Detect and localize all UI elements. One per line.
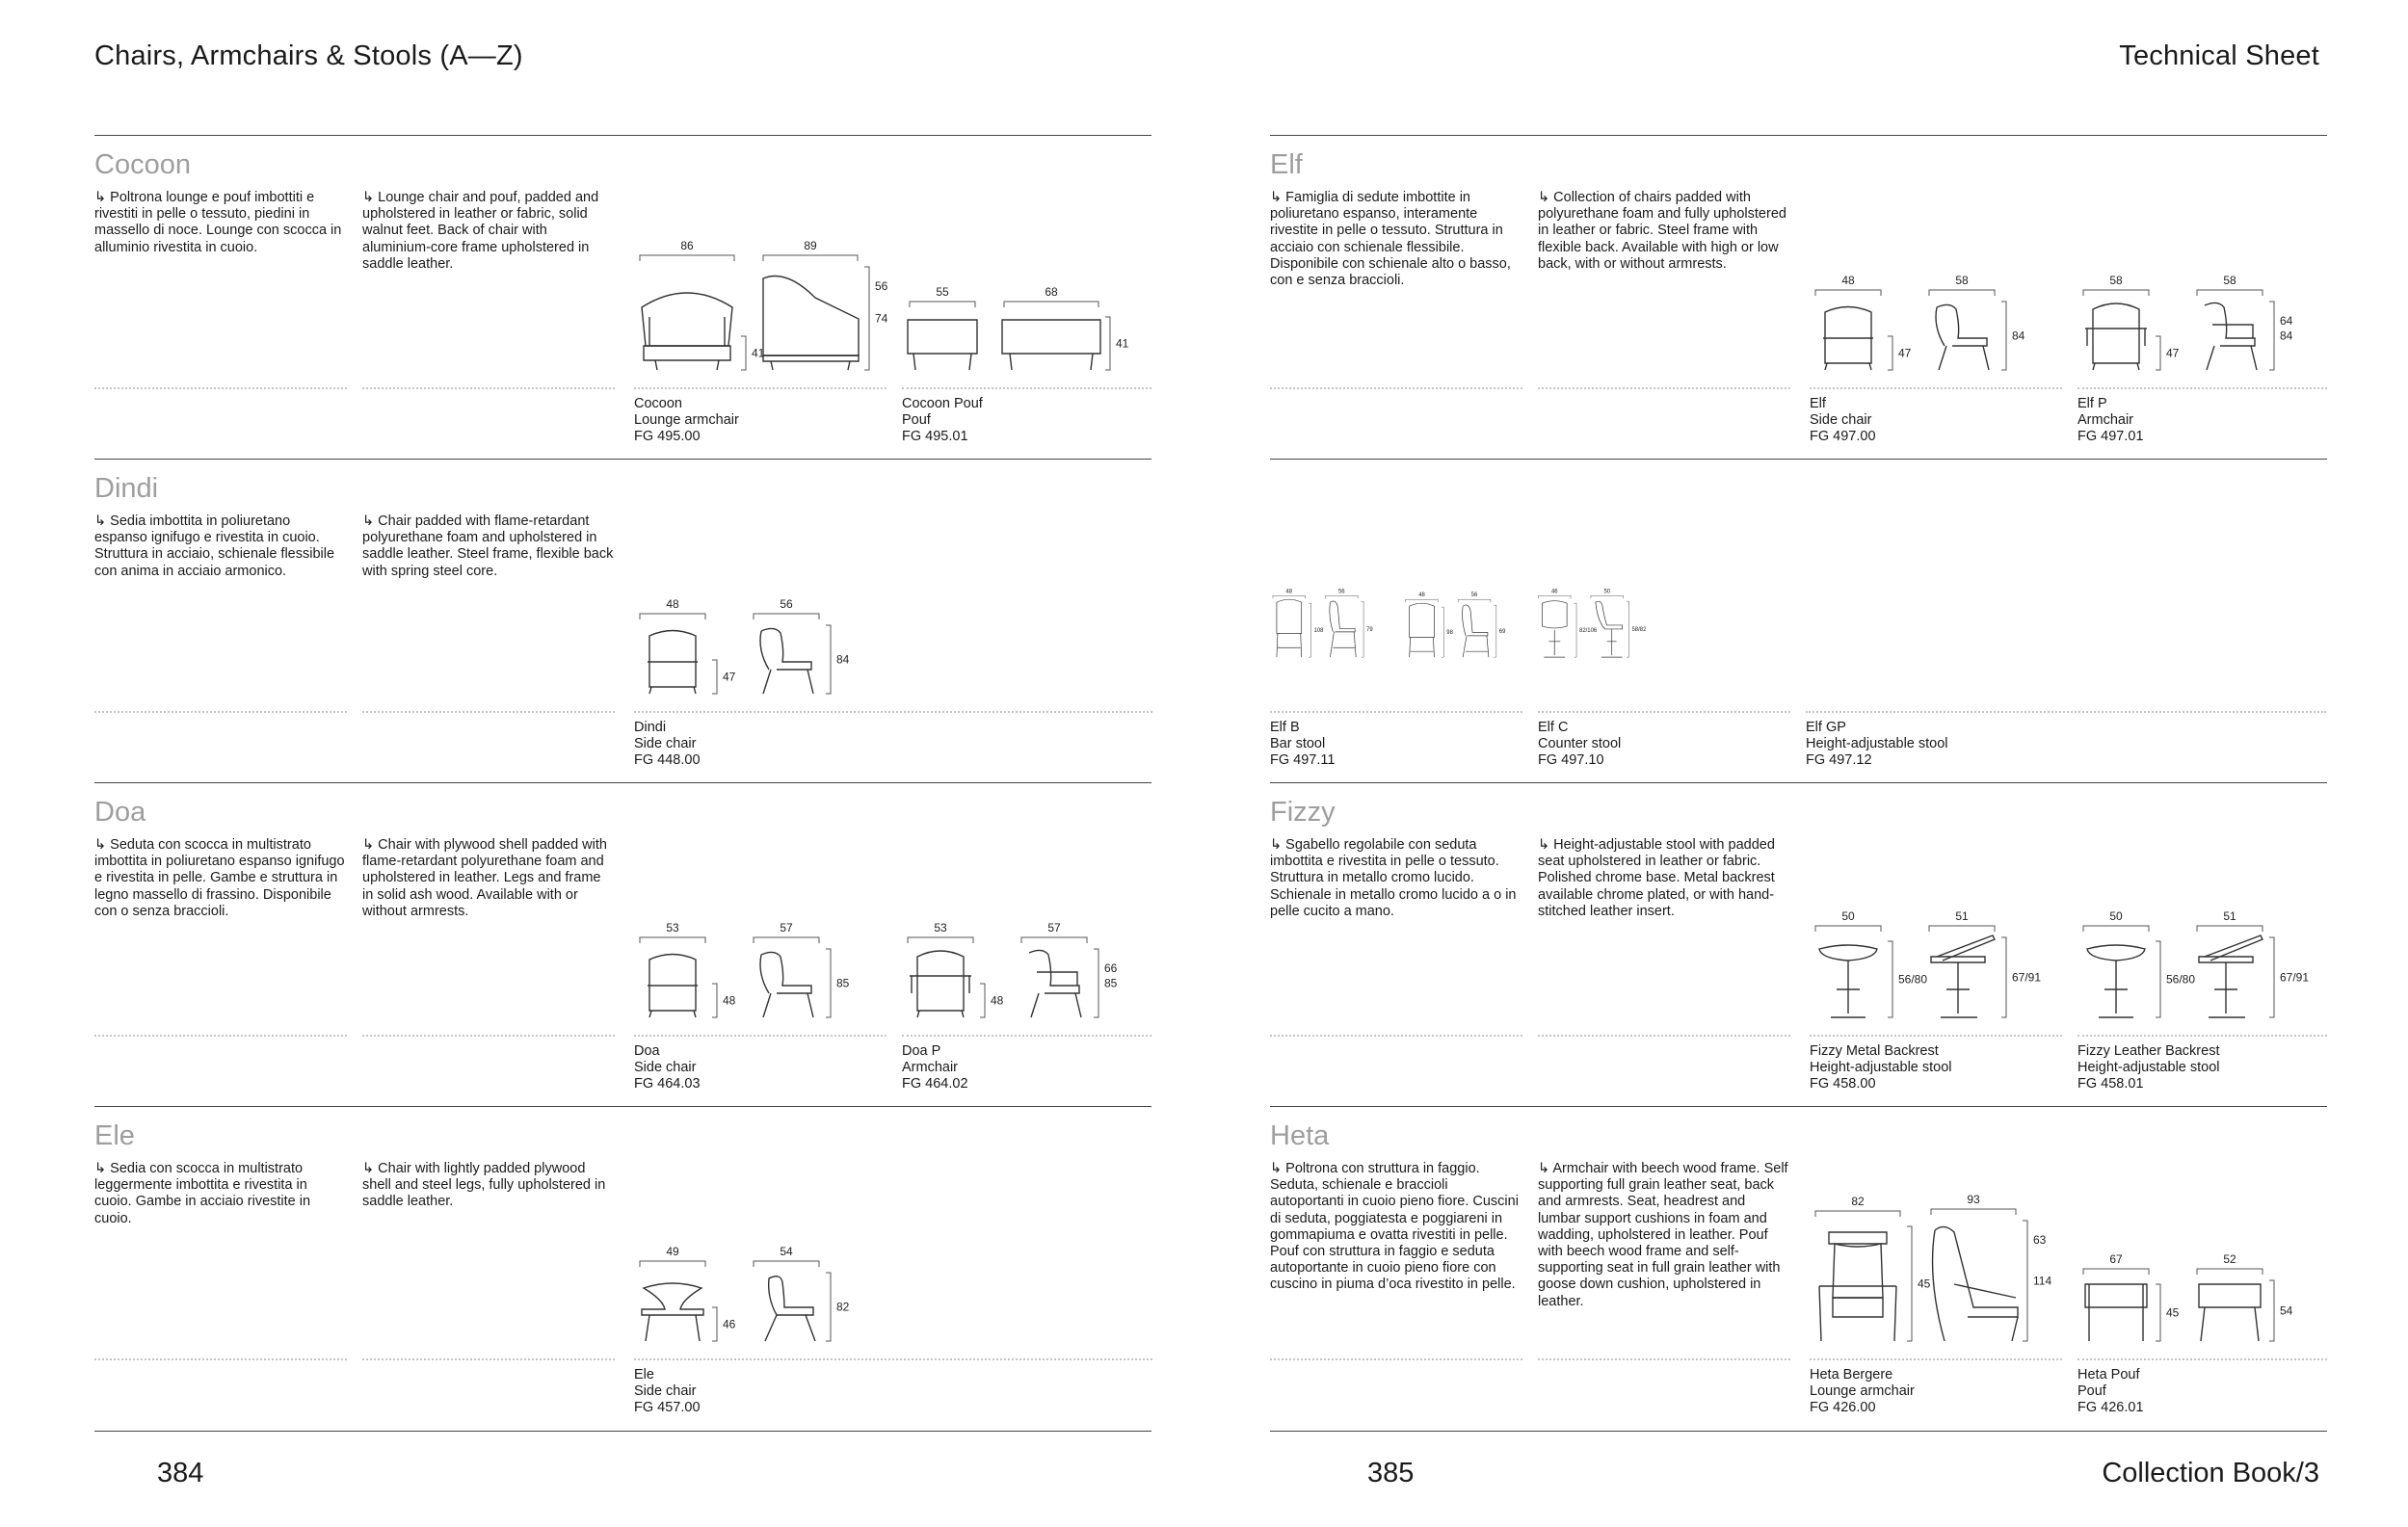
dimension-height-label: 85 [836,976,850,990]
dimension-height-label: 84 [836,652,850,667]
dimension-width-label: 67 [2109,1252,2123,1266]
description-english: ↳ Lounge chair and pouf, padded and upholstered in leather or fabric, solid walnut feet. Back of chair with aluminium-core frame upholstered in saddle leather. [362,190,599,272]
dimension-width-label: 50 [1841,909,1855,923]
dimension-width-label: 57 [1047,921,1061,935]
technical-drawings [1810,849,2330,1041]
product-type: Side chair [634,1383,697,1400]
dimension-height-label: 47 [1898,346,1912,360]
description-english: ↳ Armchair with beech wood frame. Self supporting full grain leather seat, back and armrests. Seat, headrest and lumbar support cushions in foam and wadding, upholstered in leather. Pouf with beech wood frame and self-supporting seat in full grain leather with goose down cushion, upholstered in leather. [1538,1161,1788,1309]
product-caption [1810,1043,1952,1093]
product-section [94,1106,1151,1432]
product-type: Height-adjustable stool [1806,736,1948,752]
product-code: FG 448.00 [634,752,701,769]
description-italian: ↳ Poltrona con struttura in faggio. Seduta, schienale e braccioli autoportanti in cuoio pieno fiore. Cuscini di seduta, poggiatesta e poggiareni in gommapiuma e ovatta rivestiti in pelle. Pouf con struttura in faggio e seduta autoportante in cuoio pieno fiore con cuscino in piuma d’oca rivestito in pelle. [1270,1161,1519,1293]
chair-drawing-bar-front [1273,589,1324,657]
dimension-width-label: 55 [936,285,949,299]
chair-drawing-fizzy-side [1929,909,2041,1017]
dotted-divider [362,1035,615,1037]
chair-drawing-lounge-front [640,239,765,370]
product-section [94,135,1151,461]
product-code: FG 497.11 [1270,752,1336,769]
dimension-width-label: 53 [934,921,947,935]
product-name: Elf C [1538,720,1569,735]
product-caption [902,1043,968,1093]
dimension-width-label: 53 [666,921,679,935]
chair-drawing-pouf-small [908,285,977,370]
product-section [1270,135,2327,461]
product-code: FG 464.03 [634,1076,701,1093]
chair-drawing-heta-front [1815,1195,1931,1341]
dotted-divider [1270,1358,1522,1360]
product-type: Side chair [1810,412,1872,429]
dotted-divider [94,711,347,713]
chair-drawing-chair-side [754,597,850,694]
dimension-height-label: 46 [723,1317,736,1331]
dotted-divider [362,387,615,389]
chair-drawing-bar-side [1325,589,1373,657]
dimension-height-label: 45 [2166,1305,2180,1320]
product-code: FG 464.02 [902,1076,968,1093]
product-name: Heta Pouf [2077,1367,2140,1382]
product-code: FG 458.01 [2077,1076,2144,1093]
product-name: Fizzy Leather Backrest [2077,1043,2220,1059]
chair-drawing-gas-front [1538,589,1597,657]
product-name: Elf [1810,396,1826,411]
dimension-width-label: 52 [2223,1252,2236,1266]
section-title: Fizzy [1270,797,1336,828]
product-code: FG 497.00 [1810,429,1876,445]
product-name: Doa P [902,1043,941,1059]
dotted-divider [1806,711,2326,713]
dimension-width-label: 57 [780,921,793,935]
product-name: Elf GP [1806,720,1846,735]
dimension-width-label: 51 [2223,909,2236,923]
dimension-width-label: 49 [666,1245,679,1258]
product-name: Elf P [2077,396,2107,411]
dotted-divider [1270,1035,1522,1037]
chair-drawing-arm-side [2197,274,2293,370]
chair-drawing-fizzy-front [1815,909,1927,1017]
dimension-width-label: 48 [1285,589,1293,595]
section-title: Cocoon [94,149,191,180]
product-caption [902,396,983,446]
dimension-height-label: 54 [2280,1303,2293,1318]
chair-drawing-arm-front [908,921,1004,1017]
product-type: Side chair [634,1060,697,1076]
dimension-width-label: 58 [1955,274,1969,287]
chair-drawing-chair-front [1815,274,1912,370]
dimension-height-label: 48 [991,993,1004,1008]
dimension-height-label: 45 [1918,1277,1931,1291]
product-code: FG 426.01 [2077,1400,2144,1416]
product-type: Lounge armchair [1810,1383,1915,1400]
product-code: FG 497.01 [2077,429,2144,445]
product-name: Cocoon [634,396,682,411]
chair-drawing-counter-front [1406,592,1454,657]
dimension-width-label: 82 [1851,1195,1865,1208]
dimension-height-label: 114 [2033,1274,2052,1288]
description-italian: ↳ Seduta con scocca in multistrato imbottita in poliuretano espanso ignifugo e rivestita in pelle. Gambe e struttura in legno massello di frassino. Disponibile con o senza braccioli. [94,837,345,919]
product-name: Ele [634,1367,654,1382]
chair-drawing-shell-side [754,1245,850,1341]
dimension-height-label: 67/91 [2280,970,2310,985]
product-name: Cocoon Pouf [902,396,983,411]
section-title: Heta [1270,1120,1330,1151]
product-caption [2077,1367,2144,1417]
product-caption [634,396,739,446]
description-english: ↳ Chair with plywood shell padded with flame-retardant polyurethane foam and upholstered in leather. Legs and frame in solid ash wood. Available with or without armrests. [362,837,607,919]
product-code: FG 497.12 [1806,752,1872,769]
dimension-width-label: 56 [780,597,793,611]
dimension-height-label: 85 [1104,976,1118,990]
dimension-width-label: 48 [666,597,679,611]
page-header-right: Technical Sheet [2119,40,2319,71]
description-italian: ↳ Famiglia di sedute imbottite in poliuretano espanso, interamente rivestite in pelle o tessuto. Struttura in acciaio con schienale flessibile. Disponibile con schienale alto o basso, con e senza braccioli. [1270,190,1511,289]
product-name: Doa [634,1043,660,1059]
product-caption [1810,1367,1915,1417]
dimension-width-label: 51 [1955,909,1969,923]
section-title: Ele [94,1120,135,1151]
dimension-secondary-label: 63 [2033,1233,2047,1247]
dotted-divider [362,1358,615,1360]
dimension-width-label: 86 [680,239,694,252]
product-type: Pouf [902,412,931,429]
technical-drawings [1810,201,2330,394]
product-code: FG 458.00 [1810,1076,1876,1093]
dimension-secondary-label: 56 [875,279,888,293]
technical-drawings [634,201,1154,394]
product-name: Dindi [634,720,667,735]
dotted-divider [94,1358,347,1360]
product-caption [2077,396,2144,446]
product-code: FG 495.00 [634,429,701,445]
dimension-height-label: 47 [2166,346,2180,360]
description-italian: ↳ Sedia imbottita in poliuretano espanso ignifugo e rivestita in cuoio. Struttura in acciaio, schienale flessibile con anima in acciaio armonico. [94,513,335,579]
dimension-width-label: 58 [2109,274,2123,287]
description-english: ↳ Height-adjustable stool with padded seat upholstered in leather or fabric. Polished chrome base. Metal backrest available chrome plated, or with hand-stitched leather insert. [1538,837,1775,919]
section-title: Doa [94,797,146,828]
dimension-secondary-label: 66 [1104,961,1118,975]
dimension-width-label: 58 [2223,274,2236,287]
technical-drawings [1810,1172,2330,1365]
product-caption [634,720,701,770]
dimension-height-label: 56/80 [2166,972,2196,987]
dimension-width-label: 56 [1470,592,1478,599]
dotted-divider [1538,1035,1790,1037]
chair-drawing-hpouf-side [2197,1252,2293,1341]
product-code: FG 426.00 [1810,1400,1876,1416]
product-code: FG 495.01 [902,429,968,445]
dimension-height-label: 41 [752,346,765,360]
chair-drawing-pouf-large [1002,285,1129,370]
product-type: Height-adjustable stool [1810,1060,1952,1076]
dimension-width-label: 89 [804,239,817,252]
product-caption [2077,1043,2220,1093]
chair-drawing-chair-front [640,597,736,694]
dotted-divider [1538,1358,1790,1360]
chair-drawing-lounge-side [763,239,888,370]
chair-drawing-fizzy-front [2083,909,2195,1017]
product-section [1270,782,2327,1108]
product-type: Side chair [634,736,697,752]
dotted-divider [362,711,615,713]
product-type: Lounge armchair [634,412,739,429]
dimension-height-label: 41 [1116,336,1129,351]
dotted-divider [94,1035,347,1037]
product-name: Fizzy Metal Backrest [1810,1043,1939,1059]
chair-drawing-arm-front [2083,274,2180,370]
product-code: FG 457.00 [634,1400,701,1416]
chair-drawing-shell-front [640,1245,736,1341]
dimension-height-label: 47 [723,670,736,684]
product-caption [634,1043,701,1093]
dimension-width-label: 56 [1338,589,1345,595]
dotted-divider [1538,387,1790,389]
dimension-height-label: 58/82 [1631,627,1647,634]
description-italian: ↳ Sedia con scocca in multistrato leggermente imbottita e rivestita in cuoio. Gambe in acciaio rivestite in cuoio. [94,1161,311,1226]
dotted-divider [94,387,347,389]
technical-drawings [634,1172,1154,1365]
dimension-width-label: 54 [780,1245,793,1258]
dimension-height-label: 84 [2012,329,2025,343]
dimension-height-label: 56/80 [1898,972,1928,987]
dimension-height-label: 98 [1446,630,1453,637]
page-number-right: 385 [1367,1458,1415,1488]
dimension-secondary-label: 64 [2280,314,2293,328]
dimension-height-label: 67/91 [2012,970,2042,985]
chair-drawing-heta-side [1931,1193,2051,1341]
chair-drawing-chair-side [754,921,850,1017]
dimension-height-label: 108 [1313,628,1324,635]
product-type: Bar stool [1270,736,1326,752]
product-caption [1806,720,1948,770]
chair-drawing-counter-side [1458,592,1506,657]
description-english: ↳ Chair padded with flame-retardant polyurethane foam and upholstered in saddle leather. Steel frame, flexible back with spring steel core. [362,513,614,579]
book-title: Collection Book/3 [2102,1458,2319,1488]
product-section [1270,1106,2327,1432]
dimension-width-label: 93 [1967,1193,1980,1206]
section-title: Elf [1270,149,1303,180]
dimension-width-label: 48 [1418,592,1425,599]
dimension-height-label: 69 [1498,629,1506,636]
dotted-divider [1270,387,1522,389]
product-name: Elf B [1270,720,1300,735]
product-section [1270,459,2327,784]
product-type: Armchair [902,1060,959,1076]
product-caption [1270,720,1335,770]
page-header-left: Chairs, Armchairs & Stools (A—Z) [94,40,523,71]
dimension-height-label: 79 [1366,627,1373,634]
chair-drawing-arm-side [1021,921,1118,1017]
chair-drawing-chair-side [1929,274,2025,370]
dimension-width-label: 50 [2109,909,2123,923]
dimension-height-label: 48 [723,993,736,1008]
product-section [94,782,1151,1108]
product-type: Armchair [2077,412,2134,429]
product-type: Pouf [2077,1383,2106,1400]
technical-drawings [634,525,1154,718]
description-italian: ↳ Sgabello regolabile con seduta imbottita e rivestita in pelle o tessuto. Struttura in metallo cromo lucido. Schienale in metallo cromo lucido a o in pelle cucito a mano. [1270,837,1517,919]
chair-drawing-chair-front [640,921,736,1017]
description-italian: ↳ Poltrona lounge e pouf imbottiti e rivestiti in pelle o tessuto, piedini in massello di noce. Lounge con scocca in alluminio rivestita in cuoio. [94,190,342,255]
chair-drawing-gas-side [1591,589,1646,657]
dimension-width-label: 50 [1603,589,1611,595]
dimension-width-label: 48 [1841,274,1855,287]
product-type: Height-adjustable stool [2077,1060,2220,1076]
product-caption [634,1367,701,1417]
technical-drawings [1270,525,1790,718]
chair-drawing-fizzy-side [2197,909,2309,1017]
dimension-height-label: 82/106 [1579,628,1598,635]
technical-drawings [634,849,1154,1041]
product-section [94,459,1151,784]
description-english: ↳ Collection of chairs padded with polyurethane foam and fully upholstered in leather or fabric. Steel frame with flexible back. Available with high or low back, with or without armrests. [1538,190,1786,272]
section-title: Dindi [94,473,159,504]
dimension-width-label: 46 [1550,589,1558,595]
description-english: ↳ Chair with lightly padded plywood shell and steel legs, fully upholstered in saddle leather. [362,1161,606,1210]
product-caption [1538,720,1621,770]
product-type: Counter stool [1538,736,1622,752]
page-number-left: 384 [157,1458,204,1488]
product-caption [1810,396,1876,446]
product-code: FG 497.10 [1538,752,1604,769]
dimension-height-label: 84 [2280,329,2293,343]
dimension-height-label: 74 [875,311,888,326]
product-name: Heta Bergere [1810,1367,1893,1382]
dimension-height-label: 82 [836,1300,850,1314]
chair-drawing-hpouf-front [2083,1252,2180,1341]
dimension-width-label: 68 [1045,285,1058,299]
